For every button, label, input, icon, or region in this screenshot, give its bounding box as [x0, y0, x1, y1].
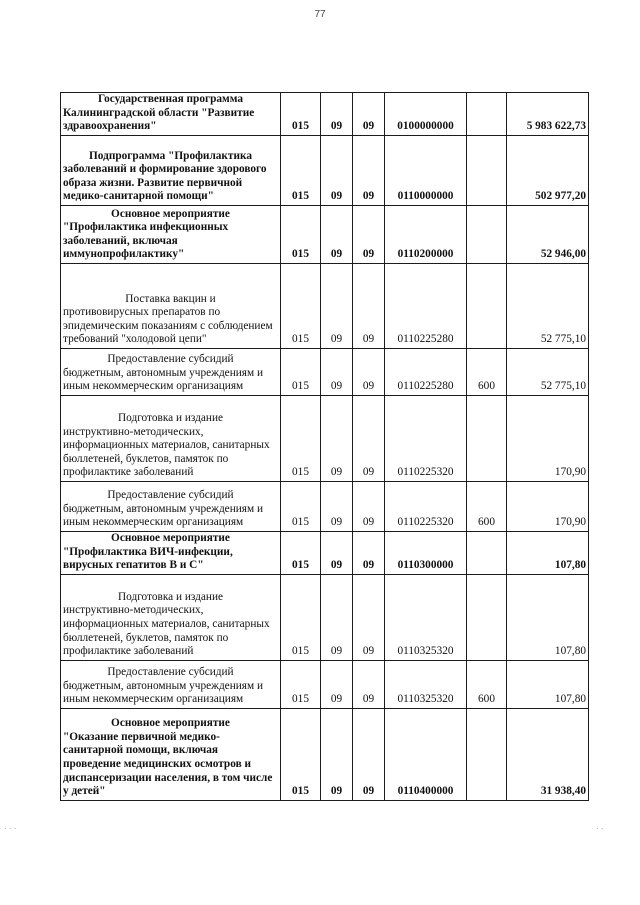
target-code: 0110325320: [385, 574, 467, 660]
section-code: 09: [321, 396, 353, 482]
admin-code: 015: [281, 264, 321, 349]
amount: 502 977,20: [507, 136, 589, 206]
table-row: [61, 708, 589, 800]
table-row: [61, 349, 589, 396]
table-row: [61, 532, 589, 575]
target-code: 0110000000: [385, 136, 467, 206]
row-name-rest: "Профилактика инфекционных заболеваний, включая иммунопрофилактику": [63, 221, 229, 261]
section-code: 09: [321, 264, 353, 349]
subsection-code: 09: [353, 660, 385, 708]
table-row: [61, 264, 589, 349]
subsection-code: 09: [353, 349, 385, 396]
row-name: [61, 708, 281, 800]
row-name-first-line: Основное мероприятие: [111, 207, 230, 220]
target-code: 0110400000: [385, 708, 467, 800]
row-name: [61, 574, 281, 660]
row-name: [61, 532, 281, 575]
row-name-rest: бюджетным, автономным учреждениям и иным некоммерческим организациям: [63, 679, 264, 706]
subsection-code: 09: [353, 708, 385, 800]
expense-type: 600: [467, 482, 507, 532]
target-code: 0100000000: [385, 93, 467, 136]
subsection-code: 09: [353, 264, 385, 349]
table-row: [61, 396, 589, 482]
row-name: [61, 349, 281, 396]
row-name-rest: инструктивно-методических, информационных материалов, санитарных бюллетеней, буклетов, памяток по профилактике заболеваний: [63, 425, 270, 479]
admin-code: 015: [281, 532, 321, 575]
table-row: [61, 574, 589, 660]
row-name-rest: бюджетным, автономным учреждениям и иным некоммерческим организациям: [63, 502, 264, 529]
row-name-first-line: Основное мероприятие: [111, 717, 230, 730]
row-name-first-line: Предоставление субсидий: [107, 353, 234, 366]
table-row: [61, 93, 589, 136]
admin-code: 015: [281, 482, 321, 532]
amount: 52 946,00: [507, 206, 589, 264]
row-name-first-line: Подготовка и издание: [117, 412, 224, 425]
row-name: [61, 264, 281, 349]
target-code: 0110225320: [385, 396, 467, 482]
row-name: [61, 136, 281, 206]
amount: 52 775,10: [507, 349, 589, 396]
section-code: 09: [321, 93, 353, 136]
row-name-first-line: Предоставление субсидий: [107, 489, 234, 502]
section-code: 09: [321, 532, 353, 575]
row-name-rest: инструктивно-методических, информационных материалов, санитарных бюллетеней, буклетов, памяток по профилактике заболеваний: [63, 604, 270, 658]
table-row: [61, 660, 589, 708]
subsection-code: 09: [353, 136, 385, 206]
table-row: [61, 136, 589, 206]
scan-mark-left: · · ·: [4, 824, 17, 833]
amount: 107,80: [507, 574, 589, 660]
amount: 5 983 622,73: [507, 93, 589, 136]
page-number: 77: [314, 9, 326, 20]
row-name-first-line: Государственная программа: [97, 93, 244, 106]
section-code: 09: [321, 482, 353, 532]
row-name-first-line: Поставка вакцин и: [125, 292, 216, 305]
expense-type: [467, 396, 507, 482]
row-name-first-line: Основное мероприятие: [111, 532, 230, 544]
row-name-rest: "Профилактика ВИЧ-инфекции, вирусных гепатитов В и С": [63, 545, 233, 572]
amount: 170,90: [507, 396, 589, 482]
amount: 170,90: [507, 482, 589, 532]
amount: 52 775,10: [507, 264, 589, 349]
subsection-code: 09: [353, 206, 385, 264]
table-row: [61, 206, 589, 264]
section-code: 09: [321, 349, 353, 396]
row-name: [61, 660, 281, 708]
row-name-first-line: Подготовка и издание: [117, 590, 224, 603]
section-code: 09: [321, 206, 353, 264]
row-name-first-line: Предоставление субсидий: [107, 666, 234, 678]
admin-code: 015: [281, 93, 321, 136]
row-name-rest: "Оказание первичной медико-санитарной помощи, включая проведение медицинских осмотров и диспансеризации населения, в том числе у детей": [63, 730, 273, 798]
admin-code: 015: [281, 206, 321, 264]
row-name-first-line: Подпрограмма "Профилактика: [89, 149, 252, 162]
target-code: 0110225320: [385, 482, 467, 532]
target-code: 0110300000: [385, 532, 467, 575]
amount: 107,80: [507, 660, 589, 708]
expense-type: [467, 206, 507, 264]
section-code: 09: [321, 136, 353, 206]
expense-type: [467, 264, 507, 349]
section-code: 09: [321, 660, 353, 708]
section-code: 09: [321, 708, 353, 800]
target-code: 0110325320: [385, 660, 467, 708]
subsection-code: 09: [353, 574, 385, 660]
subsection-code: 09: [353, 93, 385, 136]
row-name-rest: противовирусных препаратов по эпидемическим показаниям с соблюдением требований "холодовой цепи": [63, 306, 273, 346]
target-code: 0110225280: [385, 264, 467, 349]
table-row: [61, 482, 589, 532]
admin-code: 015: [281, 136, 321, 206]
admin-code: 015: [281, 708, 321, 800]
row-name-rest: заболеваний и формирование здорового образа жизни. Развитие первичной медико-санитарной помощи": [63, 163, 267, 203]
admin-code: 015: [281, 396, 321, 482]
row-name-rest: Калининградской области "Развитие здравоохранения": [63, 106, 255, 133]
expense-type: [467, 136, 507, 206]
scan-mark-right: · ·: [596, 824, 604, 833]
subsection-code: 09: [353, 396, 385, 482]
expense-type: [467, 93, 507, 136]
section-code: 09: [321, 574, 353, 660]
admin-code: 015: [281, 660, 321, 708]
admin-code: 015: [281, 349, 321, 396]
subsection-code: 09: [353, 532, 385, 575]
expense-type: 600: [467, 349, 507, 396]
expense-type: [467, 574, 507, 660]
amount: 31 938,40: [507, 708, 589, 800]
row-name: [61, 206, 281, 264]
expense-type: [467, 532, 507, 575]
target-code: 0110225280: [385, 349, 467, 396]
admin-code: 015: [281, 574, 321, 660]
subsection-code: 09: [353, 482, 385, 532]
budget-table: [60, 92, 589, 801]
expense-type: 600: [467, 660, 507, 708]
row-name: [61, 482, 281, 532]
row-name-rest: бюджетным, автономным учреждениям и иным некоммерческим организациям: [63, 366, 264, 393]
amount: 107,80: [507, 532, 589, 575]
row-name: [61, 396, 281, 482]
target-code: 0110200000: [385, 206, 467, 264]
expense-type: [467, 708, 507, 800]
row-name: [61, 93, 281, 136]
